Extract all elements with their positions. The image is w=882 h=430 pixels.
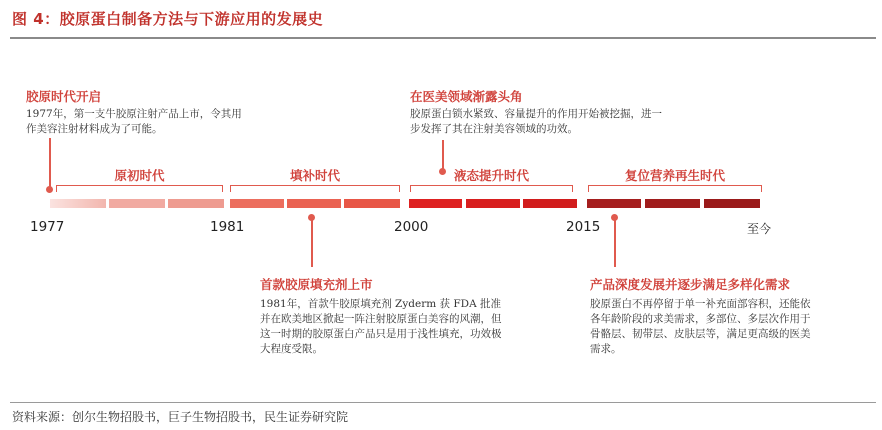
timeline-segment	[409, 199, 462, 208]
era-bracket-1	[56, 185, 223, 192]
timeline-segment	[287, 199, 341, 208]
connector-line	[614, 216, 616, 267]
event-desc-deep-development: 胶原蛋白不再停留于单一补充面部容积，还能依各年龄阶段的求美需求，多部位、多层次作用于骨骼层、韧带层、皮肤层等，满足更高级的医美需求。	[590, 298, 811, 355]
connector-line	[49, 138, 51, 190]
year-label-2000: 2000	[394, 219, 429, 235]
connector-line	[311, 216, 313, 267]
era-label-4: 复位营养再生时代	[624, 168, 725, 183]
era-label-1: 原初时代	[114, 168, 165, 183]
event-title-collagen-era-start: 胶原时代开启	[26, 89, 102, 104]
event-title-first-filler: 首款胶原填充剂上市	[260, 277, 373, 292]
event-desc-first-filler: 1981年，首款牛胶原填充剂 Zyderm 获 FDA 批准并在欧美地区掀起一阵注射胶原蛋白美容的风潮，但这一时期的胶原蛋白产品只是用于浅性填充，功效极大程度受限。	[260, 298, 502, 355]
timeline-segment	[50, 199, 106, 208]
timeline-segment	[704, 199, 760, 208]
era-bracket-3	[410, 185, 573, 192]
footer-divider	[10, 402, 876, 403]
year-label-1977: 1977	[30, 219, 65, 235]
connector-dot	[308, 214, 315, 221]
title-divider	[10, 37, 876, 39]
event-desc-aesthetic-emerging: 胶原蛋白锁水紧致、容量提升的作用开始被挖掘，进一步发挥了其在注射美容领域的功效。	[410, 108, 662, 135]
timeline-segment	[523, 199, 577, 208]
timeline-segment	[645, 199, 700, 208]
era-bracket-2	[230, 185, 400, 192]
timeline-segment	[230, 199, 284, 208]
source-note: 资料来源：创尔生物招股书，巨子生物招股书，民生证券研究院	[12, 410, 349, 424]
timeline-segment	[168, 199, 224, 208]
timeline-segment	[466, 199, 520, 208]
year-label-now: 至今	[747, 222, 772, 236]
connector-dot	[46, 186, 53, 193]
era-bracket-4	[588, 185, 762, 192]
era-label-3: 液态提升时代	[453, 168, 529, 183]
timeline-segment	[109, 199, 165, 208]
event-title-deep-development: 产品深度发展并逐步满足多样化需求	[590, 277, 791, 292]
timeline-segment	[344, 199, 400, 208]
event-title-aesthetic-emerging: 在医美领域渐露头角	[410, 89, 523, 104]
page-title: 图 4：胶原蛋白制备方法与下游应用的发展史	[12, 10, 324, 28]
connector-dot	[611, 214, 618, 221]
year-label-1981: 1981	[210, 219, 245, 235]
year-label-2015: 2015	[566, 219, 601, 235]
event-desc-collagen-era-start: 1977年，第一支牛胶原注射产品上市，令其用作美容注射材料成为了可能。	[26, 108, 242, 135]
timeline-segment	[587, 199, 641, 208]
era-label-2: 填补时代	[289, 168, 340, 183]
